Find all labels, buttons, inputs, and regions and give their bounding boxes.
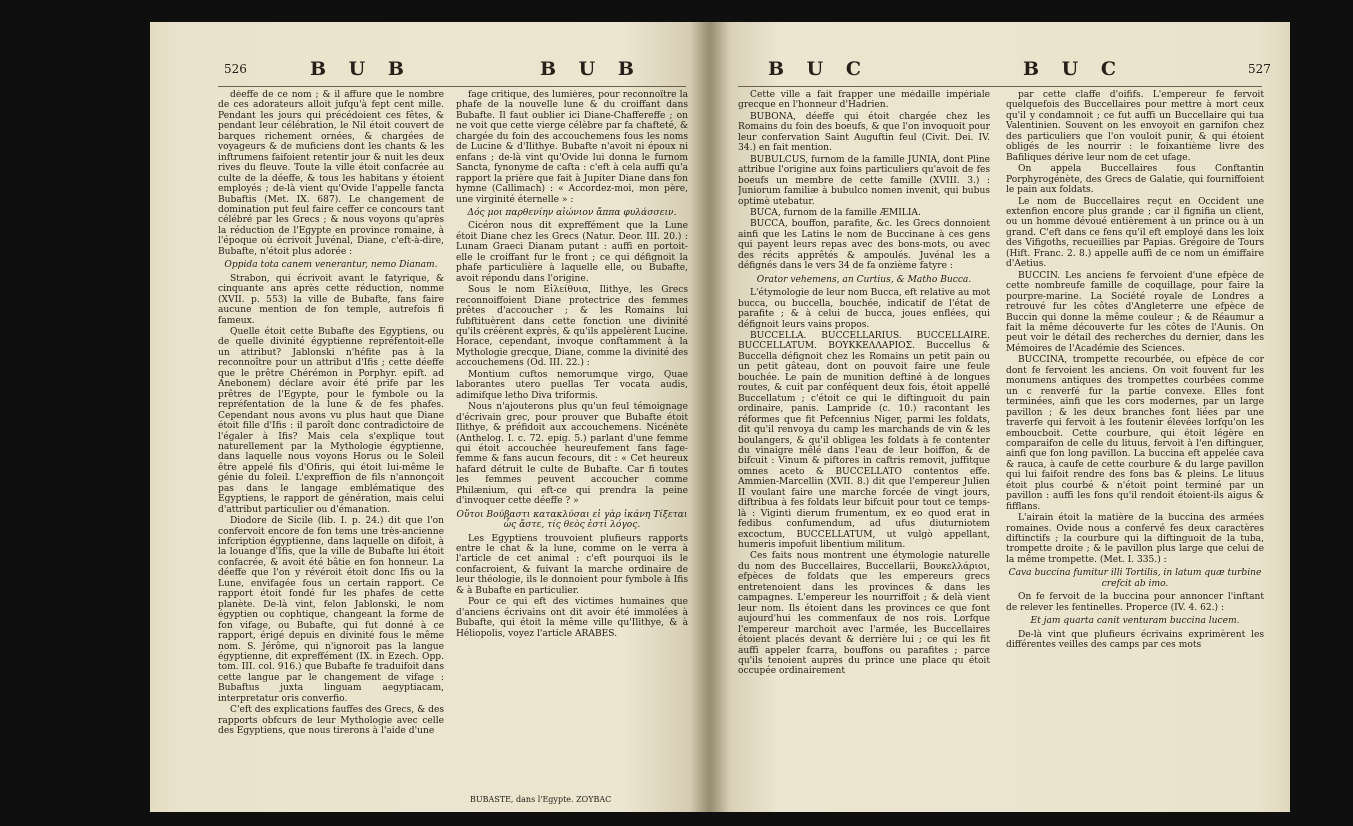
paragraph: Montium cuftos nemorumque virgo, Quae laborantes utero puellas Ter vocata audis, adimifque letho Diva triformis. [456, 369, 688, 401]
paragraph: Cicéron nous dit expreffément que la Lune étoit Diane chez les Grecs (Natur. Deor. III. 20.) : Lunam Graeci Dianam putant : auffi en portoit-elle le croiffant fur le front ; ce qui défignoit la phafe particulière à laquelle elle, ou Bubafte, avoit répondu dans l'origine. [456, 221, 688, 284]
paragraph: L'étymologie de leur nom Bucca, eft relative au mot bucca, ou buccella, bouchée, indicatif de l'état de parafite ; & à celui de bucca, joues enflées, qui défignoit leurs vains propos. [738, 288, 990, 330]
header-rule [738, 86, 1262, 87]
text-column-left [218, 90, 444, 792]
open-book [150, 22, 1290, 812]
text-column-right [1006, 90, 1264, 792]
paragraph: BUCCA, bouffon, parafite, &c. les Grecs donnoient ainfi que les Latins le nom de Buccinane à ces gens qui payent leurs repas avec des bons-mots, ou avec des récits apprêtés & ampoulés. Juvénal les a défignés dans le vers 34 de fa onzième fatyre : [738, 219, 990, 272]
paragraph: Diodore de Sicile (lib. I. p. 24.) dit que l'on confervoit encore de fon tems une très-ancienne infcription égyptienne, dans laquelle on difoit, à la louange d'Ifis, que la ville de Bubafte lui étoit confacrée, & avoit été bâtie en fon honneur. La déeffe que l'on y révéroit étoit donc Ifis ou la Lune, envifagée fous un certain rapport. Ce rapport étoit fondé fur les phafes de cette planète. De-là vint, felon Jablonski, le nom égyptien ou cophtique, changeant la forme de fon vifage, ou Bubafte, qui fut donné à ce rapport, érigé depuis en divinité fous le même nom. S. Jérôme, qui n'ignoroit pas la langue égyptienne, dit expreffément (IX. in Ezech. Opp. tom. III. col. 916.) que Bubafte fe traduifoit dans cette langue par le changement de vifage : Bubaftus juxta linguam aegyptiacam, interpretatur oris converfio. [218, 516, 444, 704]
header-rule [218, 86, 686, 87]
paragraph: Strabon, qui écrivoit avant le fatyrique, & cinquante ans après cette réduction, nomme (XVII. p. 553) la ville de Bubafte, fans faire aucune mention de fon temple, autrefois fi fameux. [218, 273, 444, 326]
page-number: 527 [1248, 62, 1271, 76]
paragraph: BUCCINA, trompette recourbée, ou efpèce de cor dont fe fervoient les anciens. On voit fouvent fur les monumens antiques des trompettes courbées comme un c renverfé fur la partie convexe. Elles font terminées, ainfi que les cors modernes, par un large pavillon ; & les deux branches font liées par une traverfe qui fervoit à les foutenir élevées lorfqu'on les emboucboit. Cette courbure, qui étoit légère en comparaifon de celle du lituus, fervoit à l'en diftinguer, ainfi que fon long pavillon. La buccina eft appelée cava & rauca, à caufe de cette courbure & du large pavillon qui lui faifoit rendre des fons bas & pleins. Le lituus étoit plus courbé & n'étoit point terminé par un pavillon : auffi les fons qu'il rendoit étoient-ils aigus & fifflans. [1006, 355, 1264, 512]
running-header: B U C [768, 58, 869, 80]
paragraph: On fe fervoit de la buccina pour annoncer l'inftant de relever les fentinelles. Properce (IV. 4. 62.) : [1006, 592, 1264, 613]
paragraph: Les Egyptiens trouvoient plufieurs rapports entre le chat & la lune, comme on le verra à l'article de cet animal : c'eft pourquoi ils le confacroient, & fuivant la marche ordinaire de leur théologie, ils le donnoient pour fymbole à Ifis & à Bubafte en particulier. [456, 533, 688, 596]
paragraph: déeffe de ce nom ; & il affure que le nombre de ces adorateurs alloit jufqu'à fept cent mille. Pendant les jours qui précédoient ces fêtes, & pendant leur célébration, le Nil étoit couvert de barques richement ornées, & chargées de voyageurs & de muficiens dont les chants & les inftrumens faifoient retentir jour & nuit les deux rives du fleuve. Toute la ville étoit confacrée au culte de la déeffe, & tous les habitans y étoient employés ; de-là vient qu'Ovide l'appelle fancta Bubaftis (Met. IX. 687). Le changement de domination put feul faire ceffer ce concours tant célébré par les Grecs ; & nous voyons qu'après la réduction de l'Egypte en province romaine, à l'époque où écrivoit Juvénal, Diane, c'eft-à-dire, Bubafte, n'étoit plus adorée : [218, 90, 444, 257]
paragraph: C'eft des explications fauffes des Grecs, & des rapports obfcurs de leur Mythologie avec celle des Egyptiens, que nous tirerons à l'aide d'une [218, 705, 444, 737]
text-column-right [456, 90, 688, 792]
paragraph: BUBONA, déeffe qui étoit chargée chez les Romains du foin des boeufs, & que l'on invoquoit pour leur confervation Saint Auguftin feul (Civit. Dei. IV. 34.) en fait mention. [738, 111, 990, 154]
paragraph: Ces faits nous montrent une étymologie naturelle du nom des Buccellaires, Buccellarii, Βουκελλάριοι, efpèces de foldats que les empereurs grecs entretenoient dans les provinces & dans les campagnes. L'empereur les nourriffoit ; & delà vient leur nom. Ils étoient dans les provinces ce que font aujourd'hui les commenfaux de nos rois. Lorfque l'empereur marchoit avec l'armée, les Buccellaires étoient placés devant & derrière lui ; ce qui les fit auffi appeler fcarra, bouffons ou parafites ; parce qu'ils tenoient auprès du prince une place qu étoit occupée ordinairement [738, 551, 990, 677]
running-header: B U B [310, 58, 412, 80]
catchword: BUBASTE, dans l'Egypte. ZOYBAC [470, 795, 612, 804]
paragraph: Cava buccina fumitur illi Tortilis, in latum quæ turbine crefcit ab imo. [1008, 568, 1262, 589]
left-page [150, 22, 708, 812]
paragraph: fage critique, des lumières, pour reconnoître la phafe de la nouvelle lune & du croiffant dans Bubafte. Il faut oublier ici Diane-Chaffereffe ; on ne voit que cette vierge célèbre par fa chafteté, & chargée du foin des accouchemens fous les noms de Lucine & d'Ilithye. Bubafte n'avoit ni époux ni enfans ; de-là vint qu'Ovide lui donna le furnom Sancta, fynonyme de cafta : c'eft à cela auffi qu'a rapport la prière que fait à Jupiter Diane dans fon hymne (Callimach) : « Accordez-moi, mon père, une virginité éternelle » : [456, 90, 688, 205]
running-header: B U B [540, 58, 642, 80]
paragraph: BUCA, furnom de la famille ÆMILIA. [750, 207, 921, 218]
text-column-left [738, 90, 990, 792]
paragraph: L'airain étoit la matière de la buccina des armées romaines. Ovide nous a confervé fes deux caractères diftinctifs ; la courbure qui la diftinguoit de la tuba, trompette droite ; & le pavillon plus large que celui de la même trompette. (Met. I. 335.) : [1006, 513, 1264, 565]
paragraph: BUBULCUS, furnom de la famille JUNIA, dont Pline attribue l'origine aux foins particuliers qu'avoit de fes boeufs un membre de cette famille (XVIII. 3.) : Juniorum familiæ à bubulco nomen invenit, qui bubus optimè utebatur. [738, 154, 990, 207]
paragraph: Δός μοι παρθενίην αἰώνιον ἄππα φυλάσσειν. [467, 207, 677, 218]
paragraph: par cette claffe d'oififs. L'empereur fe fervoit quelquefois des Buccellaires pour mettre à mort ceux qu'il y condamnoit ; ce fut auffi un Buccellaire qui tua Valentinien. Souvent on les envoyoit en garnifon chez des particuliers que l'on vouloit punir, & qui étoient obligés de les nourrir : le foixantième livre des Bafiliques dérive leur nom de cet ufage. [1006, 90, 1264, 163]
paragraph: Nous n'ajouterons plus qu'un feul témoignage d'écrivain grec, pour prouver que Bubafte étoit Ilithye, & préfidoit aux accouchemens. Nicénète (Anthelog. I. c. 72. epig. 5.) parlant d'une femme qui étoit accouchée heureufement fans fage-femme & fans aucun fecours, dit : « Cet heureux hafard détruit le culte de Bubafte. Car fi toutes les femmes peuvent accoucher comme Philænium, qui eft-ce qui prendra la peine d'invoquer cette déeffe ? » [456, 402, 688, 507]
paragraph: Quelle étoit cette Bubafte des Egyptiens, ou de quelle divinité égyptienne repréfentoit-elle un attribut? Jablonski n'héfite pas à la reconnoître pour un attribut d'Ifis ; cette déeffe que le prêtre Chérémon in Porphyr. epift. ad Anebonem) déclare avoir été prife par les prêtres de l'Egypte, pour le fymbole ou la repréfentation de la lune & de fes phafes. Cependant nous avons vu plus haut que Diane étoit fille d'Ifis : il paroît donc contradictoire de l'égaler à Ifis? Mais cela s'explique tout naturellement par la Mythologie égyptienne, dans laquelle nous voyons Horus ou le Soleil être appelé fils d'Ofiris, qui étoit lui-même le génie du foleil. L'expreffion de fils n'annonçoit pas dans le langage emblématique des Egyptiens, le rapport de génération, mais celui d'attribut particulier ou d'émanation. [218, 326, 444, 515]
paragraph: BUCCIN. Les anciens fe fervoient d'une efpèce de cette nombreufe famille de coquillage, pour faire la pourpre-marine. La Société royale de Londres a retrouvé fur les côtes d'Angleterre une efpèce de Buccin qui donne la même couleur ; & de Réaumur a fait la même découverte fur les côtes de l'Aunis. On peut voir le détail des recherches du dernier, dans les Mémoires de l'Académie des Sciences. [1006, 270, 1264, 354]
paragraph: Cette ville a fait frapper une médaille impériale grecque en l'honneur d'Hadrien. [738, 90, 990, 111]
paragraph: Orator vehemens, an Curtius, & Matho Bucca. [756, 274, 972, 285]
paragraph: Pour ce qui eft des victimes humaines que d'anciens écrivains ont dit avoir été immolées à Bubafte, qui étoit la même ville qu'Ilithye, & à Héliopolis, voyez l'article ARABES. [456, 597, 688, 639]
running-header: B U C [1023, 58, 1124, 80]
paragraph: BUCCELLA. BUCCELLARIUS. BUCCELLAIRE. BUCCELLATUM. BOYKKEΛΛAΡΙΟΣ. Buccellus & Buccella défignoit chez les Romains un petit pain ou un petit gâteau, dont on pouvoit faire une feule bouchée. Le pain de munition deftiné à de longues routes, & cuit par conféquent deux fois, étoit appellé Buccellatum ; c'étoit ce qui le diftinguoit du pain ordinaire, panis. Lampride (c. 10.) racontant les réformes que fit Pefcennius Niger, parmi les foldats, dit qu'il renvoya du camp les marchands de vin & les boulangers, & qu'il obligea les foldats à fe contenter du vinaigre mêlé dans l'eau de leur boiffon, & de bifcuit : Vinum & piftores in caftris removit, juffitque omnes aceto & BUCCELLATO contentos effe. Ammien-Marcellin (XVII. 8.) dit que l'empereur Julien II voulant faire une marche forcée de vingt jours, diftribua à fes foldats leur bifcuit pour tout ce temps-là : Viginti dierum frumentum, ex eo quod erat in fedibus confumendum, ad ufus diuturniotem excoctum, BUCCELLATUM, ut vulgò appellant, humeris impofuit libentium militum. [738, 330, 990, 551]
page-number: 526 [224, 62, 247, 76]
paragraph: Οὔτοι Βούβαστι κατακλύσαι εἰ γὰρ ἰκάνη Τίξεται ὧς ἄστε, τίς θεὸς ἐστὶ λόγος. [456, 509, 688, 531]
paragraph: Et jam quarta canit venturam buccina lucem. [1030, 616, 1240, 627]
paragraph: On appela Buccellaires fous Conftantin Porphyrogénète, des Grecs de Galatie, qui fourniffoient le pain aux foldats. [1006, 164, 1264, 196]
paragraph: Le nom de Buccellaires reçut en Occident une extenfion encore plus grande ; car il fignifia un client, ou un homme dévoué entièrement à un prince ou à un grand. C'eft dans ce fens qu'il eft employé dans les loix des Vifigoths, recueillies par Papias. Grégoire de Tours (Hift. Franc. 2. 8.) appelle auffi de ce nom un émiffaire d'Aetius. [1006, 196, 1264, 270]
paragraph: De-là vint que plufieurs écrivains exprimèrent les différentes veilles des camps par ces mots [1006, 629, 1264, 651]
paragraph: Oppida tota canem venerantur, nemo Dianam. [224, 260, 438, 271]
right-page [708, 22, 1290, 812]
paragraph: Sous le nom Εἰλείθυια, Ilithye, les Grecs reconnoiffoient Diane protectrice des femmes prêtes d'accoucher ; & les Romains lui fubftituèrent dans cette fonction une divinité qu'ils créèrent exprès, & qu'ils appelèrent Lucine. Horace, cependant, invoque conftamment à la Mythologie grecque, Diane, comme la divinité des accouchemens (Od. III. 22.) : [456, 285, 688, 369]
